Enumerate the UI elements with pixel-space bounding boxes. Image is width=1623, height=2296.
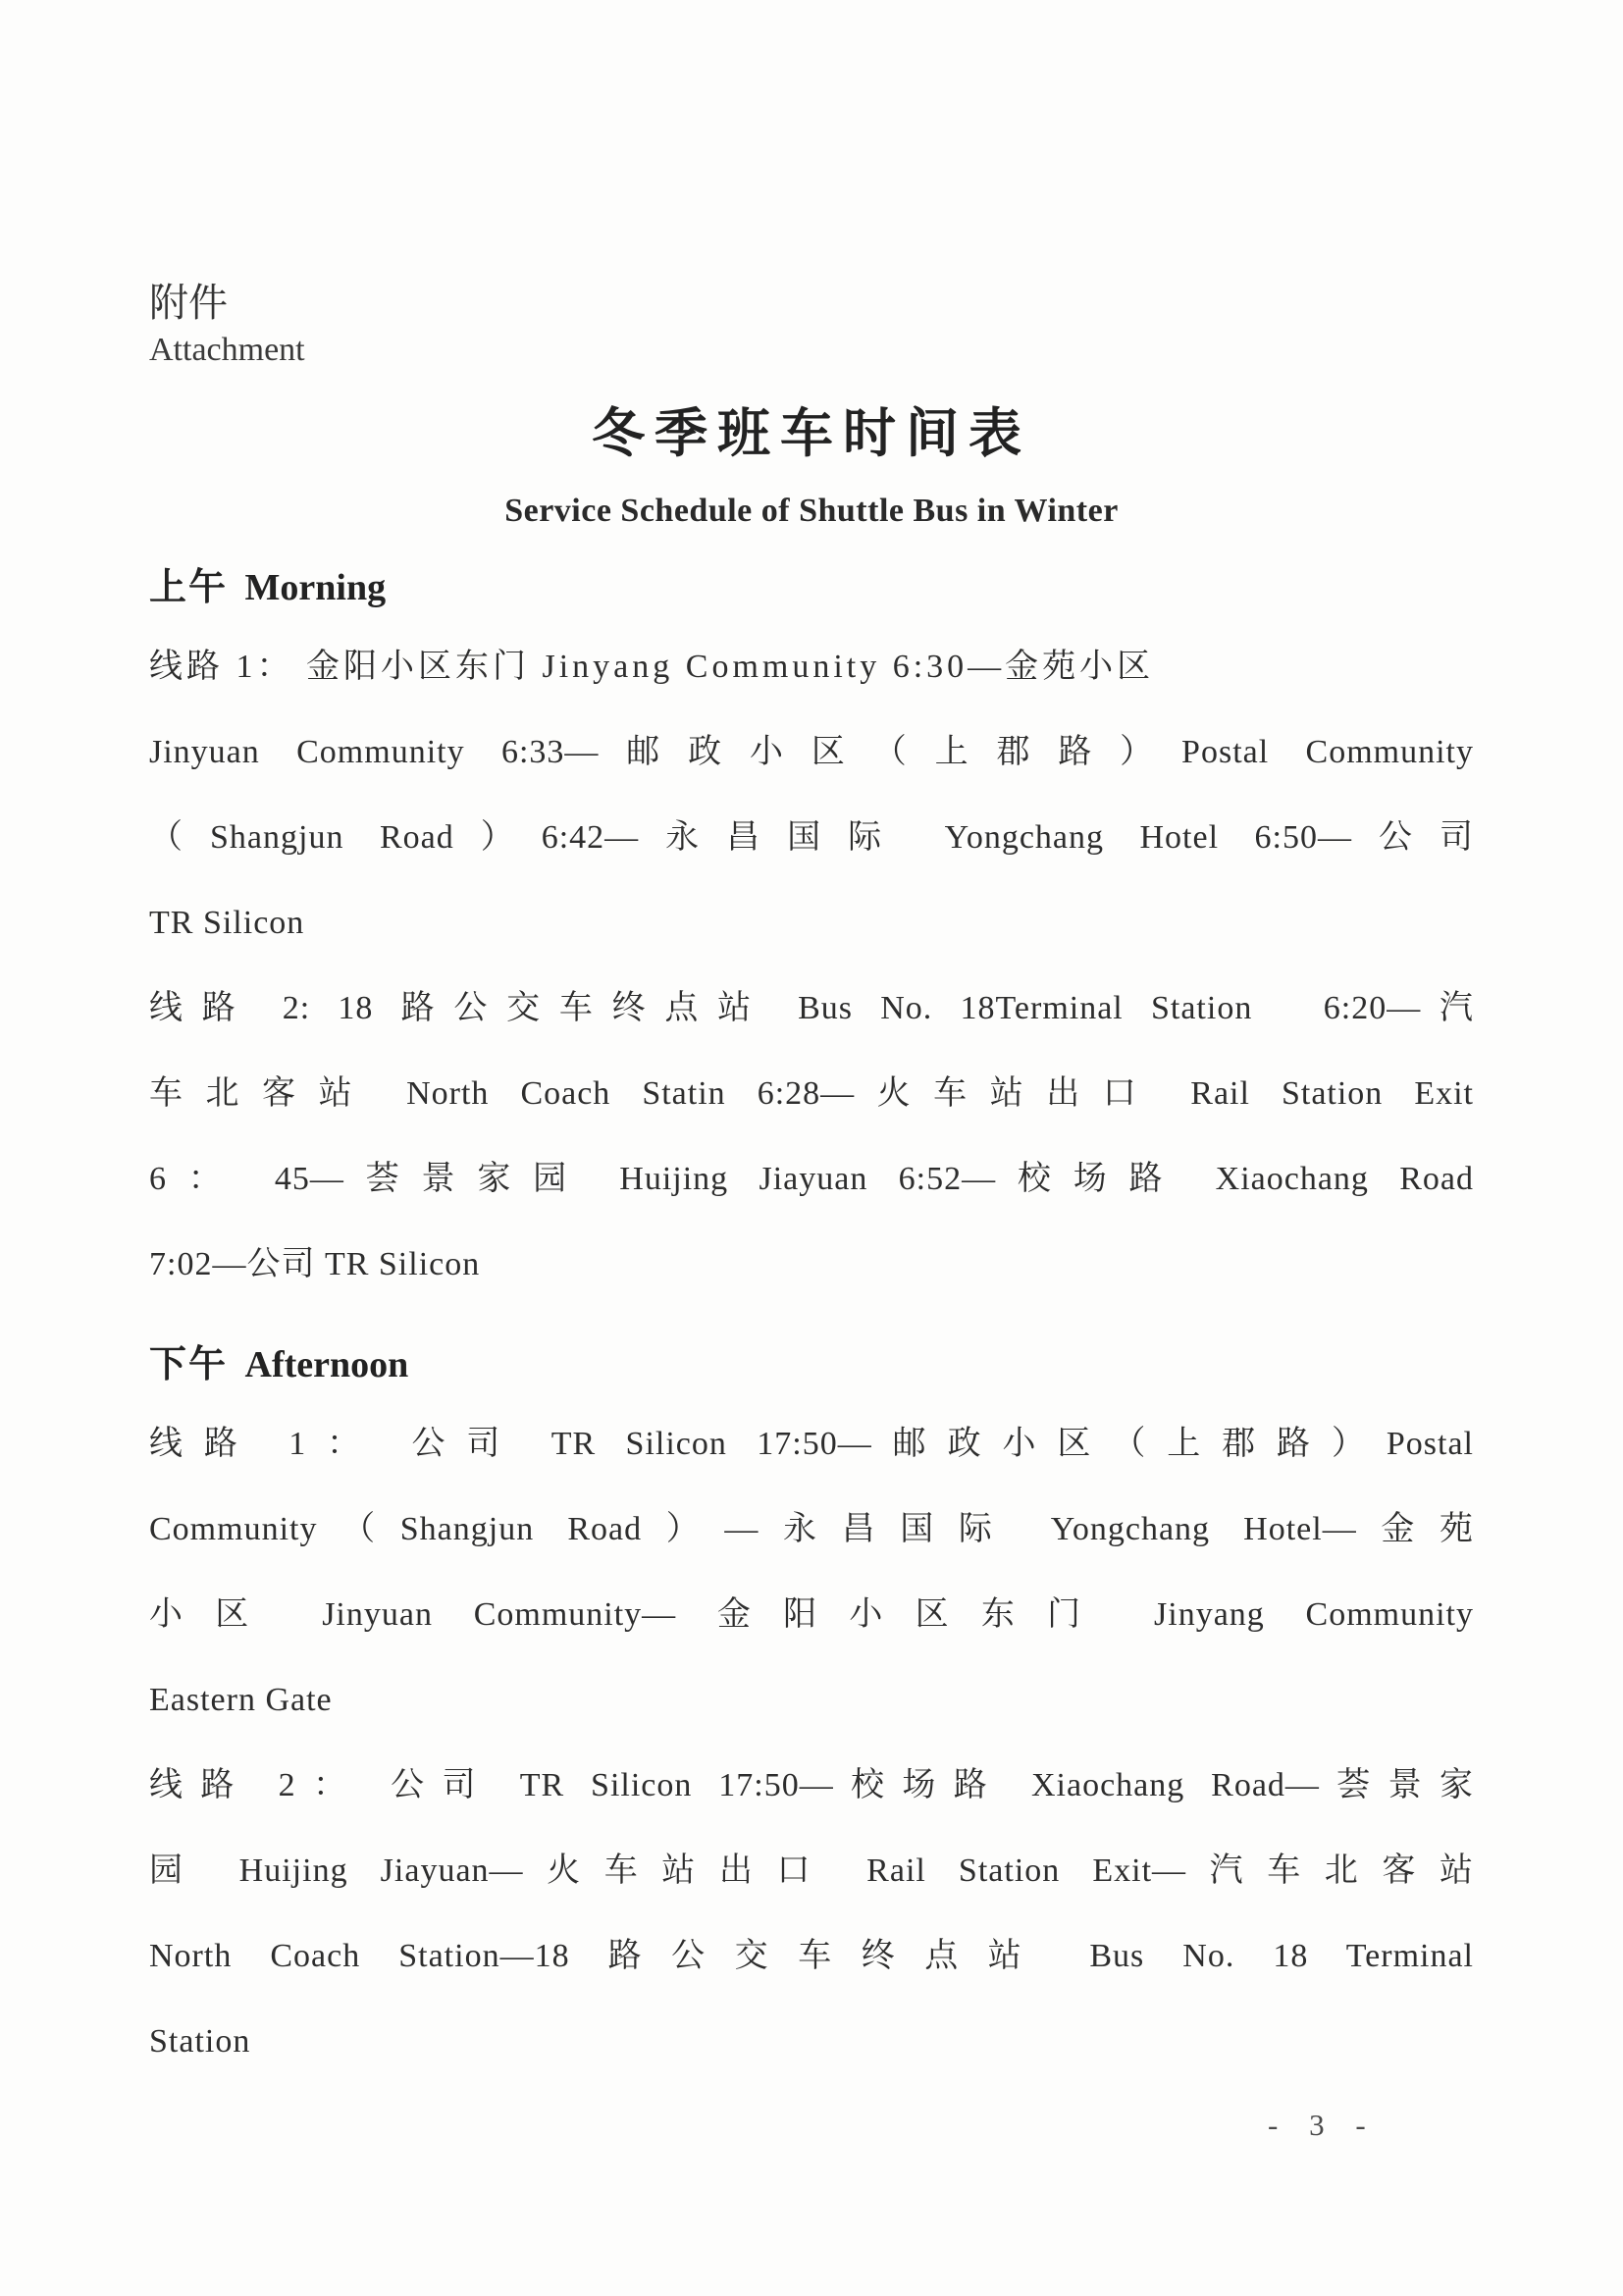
attachment-block	[149, 0, 1474, 372]
schedule-line: 线路 1： 金阳小区东门 Jinyang Community 6:30—金苑小区	[149, 648, 1155, 685]
section-heading-afternoon-en: Afternoon	[244, 1343, 409, 1385]
section-afternoon	[149, 1334, 1474, 2084]
schedule-line: Community（Shangjun Road）—永昌国际 Yongchang Hotel—金苑	[149, 1510, 1474, 1547]
section-heading-afternoon-zh: 下午	[149, 1343, 229, 1385]
attachment-label-en: Attachment	[149, 332, 305, 368]
afternoon-lines	[149, 1401, 1474, 2084]
morning-lines	[149, 624, 1474, 1307]
schedule-line: 线路 1： 公司 TR Silicon 17:50—邮政小区（上郡路）Postal	[149, 1425, 1474, 1462]
schedule-line: 线路 2: 18 路公交车终点站 Bus No. 18Terminal Station 6:20—汽	[149, 989, 1474, 1026]
section-heading-morning-en: Morning	[244, 566, 387, 608]
page-number: - 3 -	[1268, 2108, 1378, 2142]
schedule-line: 车北客站 North Coach Statin 6:28—火车站出口 Rail Station Exit	[149, 1074, 1474, 1112]
schedule-line: 园 Huijing Jiayuan—火车站出口 Rail Station Exit—汽车北客站	[149, 1852, 1474, 1889]
schedule-line: North Coach Station—18 路公交车终点站 Bus No. 18 Terminal	[149, 1937, 1474, 1974]
section-heading-afternoon	[149, 1334, 1474, 1395]
section-morning	[149, 557, 1474, 1307]
page-subtitle: Service Schedule of Shuttle Bus in Winter	[504, 492, 1119, 529]
attachment-label-zh: 附件	[149, 282, 228, 325]
schedule-line: Jinyuan Community 6:33—邮政小区（上郡路）Postal Community	[149, 733, 1474, 770]
schedule-line: 7:02—公司 TR Silicon	[149, 1245, 481, 1282]
schedule-line: （Shangjun Road）6:42—永昌国际 Yongchang Hotel 6:50—公司	[149, 818, 1474, 856]
schedule-line: Station	[149, 2022, 251, 2060]
page-title: 冬季班车时间表	[592, 403, 1031, 463]
section-heading-morning-zh: 上午	[149, 566, 229, 608]
document-content	[149, 0, 1474, 2084]
schedule-line: TR Silicon	[149, 904, 305, 941]
section-heading-morning	[149, 557, 1474, 618]
schedule-line: 6： 45—荟景家园 Huijing Jiayuan 6:52—校场路 Xiaochang Road	[149, 1160, 1474, 1197]
schedule-line: Eastern Gate	[149, 1681, 333, 1718]
schedule-line: 小区 Jinyuan Community— 金阳小区东门 Jinyang Community	[149, 1595, 1474, 1633]
schedule-line: 线路 2： 公司 TR Silicon 17:50—校场路 Xiaochang Road—荟景家	[149, 1766, 1474, 1803]
